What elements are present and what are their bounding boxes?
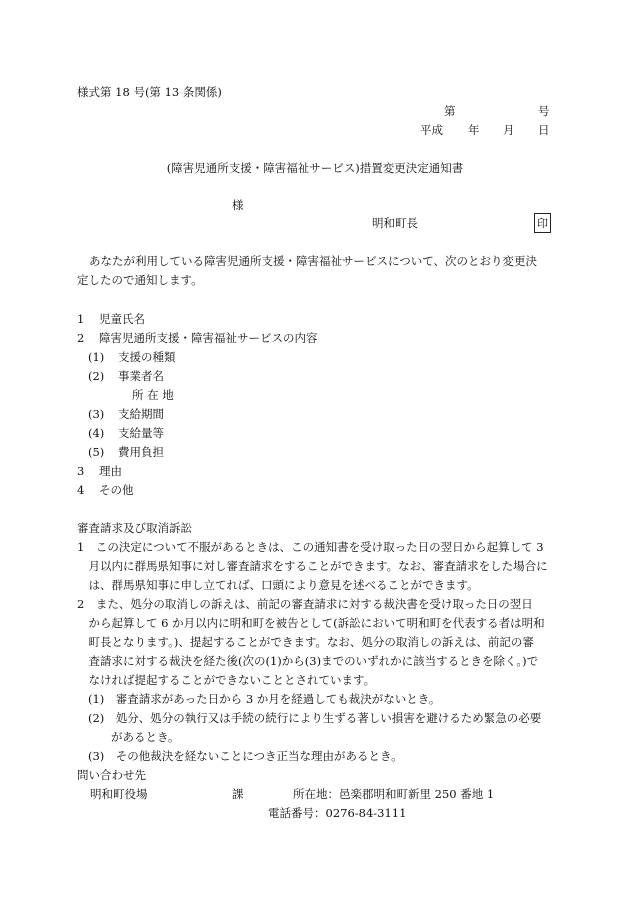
contact-phone: 電話番号：0276-84-3111 bbox=[268, 806, 407, 820]
form-reference: 様式第 18 号(第 13 条関係) bbox=[77, 85, 222, 99]
appeal-line: なければ提起することができないこととされています。 bbox=[77, 673, 376, 687]
list-item bbox=[77, 485, 134, 497]
sub-item-label: 費用負担 bbox=[118, 445, 164, 459]
addressee-suffix: 様 bbox=[232, 198, 244, 212]
sub-item-label: 事業者名 bbox=[118, 369, 164, 383]
item-label: その他 bbox=[99, 483, 134, 497]
date-era: 平成 bbox=[420, 123, 443, 137]
condition-item: (3) その他裁決を経ないことにつき正当な理由があるとき。 bbox=[88, 749, 403, 763]
appeal-line: 月以内に群馬県知事に対し審査請求をすることができます。なお、審査請求をした場合に bbox=[77, 559, 548, 573]
item-number: 3 bbox=[77, 464, 85, 478]
condition-item: があるとき。 bbox=[88, 730, 180, 744]
sub-item bbox=[88, 447, 164, 459]
appeal-line: 2 また、処分の取消しの訴えは、前記の審査請求に対する裁決書を受け取った日の翌日 bbox=[77, 597, 533, 611]
contact-heading: 問い合わせ先 bbox=[77, 768, 146, 782]
intro-line: 定したので通知します。 bbox=[77, 273, 203, 287]
sub-item-number: (4) bbox=[88, 426, 105, 440]
sub-item-label: 支給量等 bbox=[118, 426, 164, 440]
number-suffix: 号 bbox=[538, 104, 550, 118]
sub-item-number: (2) bbox=[88, 369, 105, 383]
sub-item-number: (1) bbox=[88, 350, 105, 364]
list-item bbox=[77, 466, 122, 478]
item-number: 4 bbox=[77, 483, 85, 497]
seal-mark: 印 bbox=[534, 213, 551, 233]
appeal-heading: 審査請求及び取消訴訟 bbox=[77, 521, 192, 535]
item-number: 2 bbox=[77, 331, 85, 345]
date-day: 日 bbox=[538, 123, 550, 137]
condition-item: (2) 処分、処分の執行又は手続の続行により生ずる著しい損害を避けるため緊急の必要 bbox=[88, 711, 542, 725]
appeal-line: 査請求に対する裁決を経た後(次の(1)から(3)までのいずれかに該当するときを除く。)で bbox=[77, 654, 539, 668]
sub-item bbox=[88, 352, 176, 364]
sub-item-number: (5) bbox=[88, 445, 105, 459]
item-number: 1 bbox=[77, 312, 85, 326]
condition-item: (1) 審査請求があった日から 3 か月を経過しても裁決がないとき。 bbox=[88, 692, 441, 706]
contact-address: 所在地：邑楽郡明和町新里 250 番地 1 bbox=[293, 787, 495, 801]
item-label: 障害児通所支援・障害福祉サービスの内容 bbox=[99, 331, 318, 345]
sub-item bbox=[88, 371, 164, 383]
date-year: 年 bbox=[468, 123, 480, 137]
item-label: 児童氏名 bbox=[99, 312, 145, 326]
list-item bbox=[77, 314, 145, 326]
number-prefix: 第 bbox=[444, 104, 456, 118]
appeal-line: から起算して 6 か月以内に明和町を被告として(訴訟において明和町を代表する者は明和 bbox=[77, 616, 545, 630]
sub-item-label: 所 在 地 bbox=[132, 388, 174, 402]
contact-office: 明和町役場 bbox=[90, 787, 148, 801]
appeal-line: 町長となります。)、提起することができます。なお、処分の取消しの訴えは、前記の審 bbox=[77, 635, 534, 649]
document-title: (障害児通所支援・障害福祉サービス)措置変更決定通知書 bbox=[166, 161, 464, 175]
item-label: 理由 bbox=[99, 464, 122, 478]
sub-item bbox=[88, 409, 164, 421]
appeal-line: は、群馬県知事に申し立てれば、口頭により意見を述べることができます。 bbox=[77, 578, 479, 592]
appeal-line: 1 この決定について不服があるときは、この通知書を受け取った日の翌日から起算して 3 bbox=[77, 540, 544, 554]
sub-item-number: (3) bbox=[88, 407, 105, 421]
sub-item-label: 支給期間 bbox=[118, 407, 164, 421]
issuer: 明和町長 bbox=[372, 216, 418, 230]
intro-line: あなたが利用している障害児通所支援・障害福祉サービスについて、次のとおり変更決 bbox=[89, 254, 538, 268]
sub-item bbox=[132, 390, 174, 402]
sub-item-label: 支援の種類 bbox=[118, 350, 176, 364]
date-month: 月 bbox=[503, 123, 515, 137]
contact-department: 課 bbox=[232, 787, 244, 801]
sub-item bbox=[88, 428, 164, 440]
list-item bbox=[77, 333, 318, 345]
